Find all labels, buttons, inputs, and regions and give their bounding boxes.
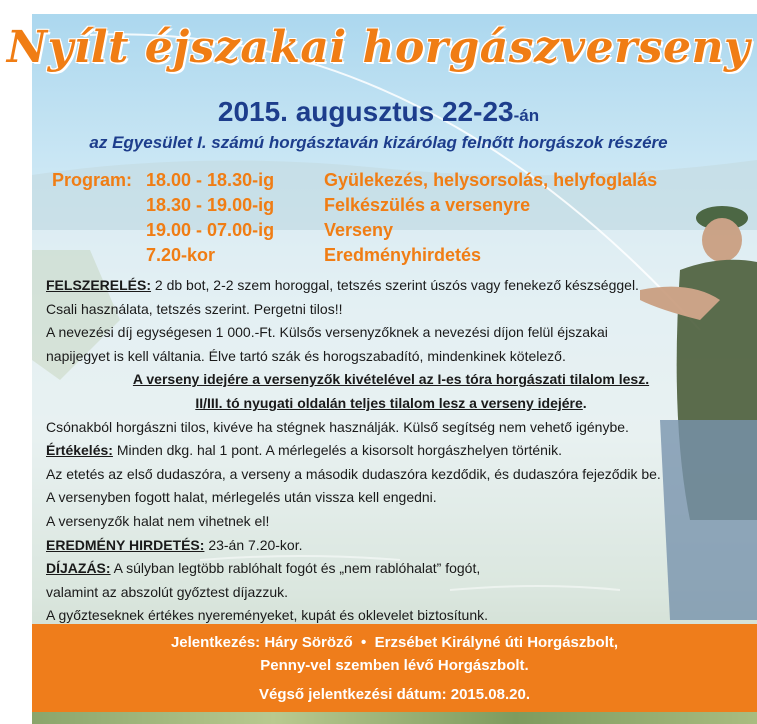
rules-line: DÍJAZÁS: A súlyban legtöbb rablóhalt fogót és „nem rablóhalat” fogót, <box>46 560 481 577</box>
program-desc: Eredményhirdetés <box>324 245 482 265</box>
program-row <box>52 218 742 243</box>
rules-line: A versenyzők halat nem vihetnek el! <box>46 512 270 529</box>
program-desc: Verseny <box>324 220 394 240</box>
rules-line: A nevezési díj egységesen 1 000.-Ft. Külsős versenyzőknek a nevezési díjon felül éjszakai <box>46 324 608 341</box>
event-date <box>0 96 757 128</box>
rules-line: napijegyet is kell váltania. Élve tartó szák és horogszabadító, mindenkinek kötelező. <box>46 347 566 364</box>
rules-line: Csali használata, tetszés szerint. Pergetni tilos!! <box>46 300 343 317</box>
program-time: 7.20-kor <box>146 245 216 265</box>
registration-footer <box>32 624 757 712</box>
rules-line: valamint az abszolút győztest díjazzuk. <box>46 583 289 600</box>
registration-line: Penny-vel szemben lévő Horgászbolt. <box>260 657 529 674</box>
felszereles-label: FELSZERELÉS: <box>46 277 152 293</box>
rules-line: Az etetés az első dudaszóra, a verseny a második dudaszóra kezdődik, és dudaszóra fejeződik be. <box>46 465 661 482</box>
ban-notice: II/III. tó nyugati oldalán teljes tilalom lesz a verseny idejére. <box>195 394 587 411</box>
grass-strip <box>32 712 757 724</box>
event-date-main: 2015. augusztus 22-23 <box>217 96 514 127</box>
program-desc: Gyülekezés, helysorsolás, helyfoglalás <box>324 170 658 190</box>
program-label: Program: <box>52 170 133 190</box>
registration-line: Jelentkezés: Háry Söröző • Erzsébet Királyné úti Horgászbolt, <box>170 634 619 651</box>
program-row <box>52 193 742 218</box>
event-date-suffix: -án <box>513 106 540 125</box>
program-time: 19.00 - 07.00-ig <box>146 220 275 240</box>
rules-line: A győzteseknek értékes nyereményeket, kupát és oklevelet biztosítunk. <box>46 607 489 624</box>
program-row <box>52 243 742 268</box>
dijazas-label: DÍJAZÁS: <box>46 560 111 577</box>
registration-deadline: Végső jelentkezési dátum: 2015.08.20. <box>259 686 530 703</box>
rules-text <box>46 274 736 628</box>
event-venue: az Egyesület I. számú horgásztaván kizárólag felnőtt horgászok részére <box>89 133 668 152</box>
rules-line: Csónakból horgászni tilos, kivéve ha stégnek használják. Külső segítség nem vehető igénybe. <box>46 418 629 435</box>
rules-line: A versenyben fogott halat, mérlegelés után vissza kell engedni. <box>46 489 437 506</box>
ban-notice: A verseny idejére a versenyzők kivételével az I-es tóra horgászati tilalom lesz. <box>132 371 650 388</box>
program-time: 18.30 - 19.00-ig <box>146 195 275 215</box>
program-desc: Felkészülés a versenyre <box>324 195 531 215</box>
ertekeles-label: Értékelés: <box>46 442 113 459</box>
rules-line: EREDMÉNY HIRDETÉS: 23-án 7.20-kor. <box>46 536 303 553</box>
bullet: • <box>361 634 367 651</box>
program-schedule <box>52 168 742 268</box>
program-row <box>52 168 742 193</box>
eredmeny-label: EREDMÉNY HIRDETÉS: <box>46 536 205 553</box>
rules-line: Értékelés: Minden dkg. hal 1 pont. A mérlegelés a kisorsolt horgászhelyen történik. <box>46 442 562 459</box>
program-time: 18.00 - 18.30-ig <box>146 170 275 190</box>
poster-title: Nyílt éjszakai horgászverseny <box>6 22 751 73</box>
frame-top <box>0 0 757 14</box>
rules-line: FELSZERELÉS: 2 db bot, 2-2 szem horoggal, tetszés szerint úszós vagy fenekező készséggel. <box>46 277 639 293</box>
